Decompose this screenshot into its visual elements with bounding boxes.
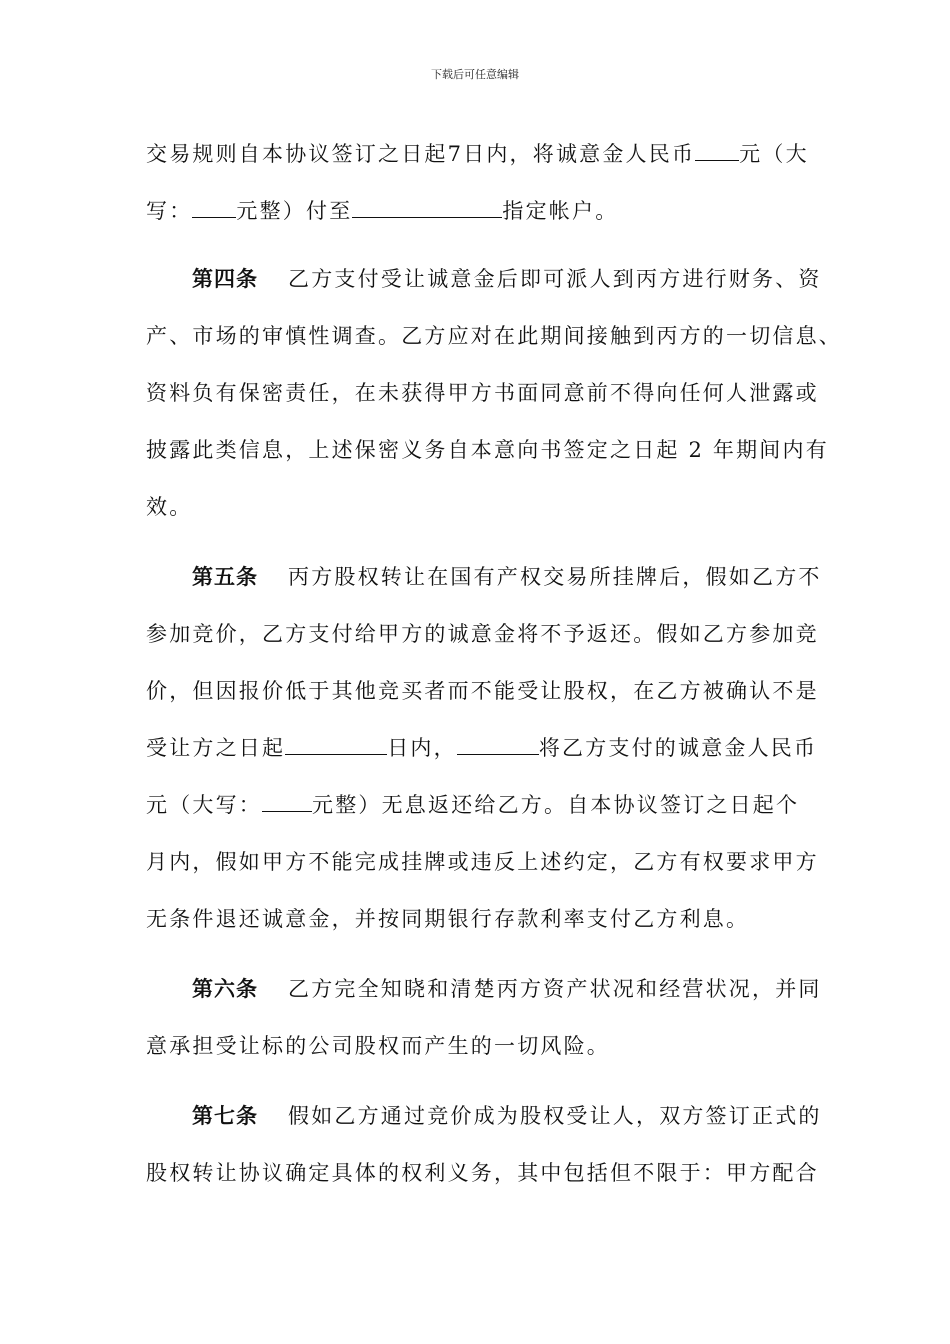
blank-field — [695, 142, 739, 161]
text-line: 披露此类信息，上述保密义务自本意向书签定之日起 2 年期间内有 — [146, 438, 829, 462]
blank-field — [457, 736, 539, 755]
text-line: 效。 — [146, 495, 193, 519]
article-7-line: 第七条 假如乙方通过竞价成为股权受让人，双方签订正式的 — [192, 1104, 822, 1128]
text-line: 写： 元整）付至 指定帐户。 — [146, 199, 619, 223]
article-4-title: 第四条 — [192, 267, 258, 291]
text-line: 股权转让协议确定具体的权利义务，其中包括但不限于：甲方配合 — [146, 1161, 819, 1185]
blank-field — [352, 199, 502, 218]
text-line: 月内，假如甲方不能完成挂牌或违反上述约定，乙方有权要求甲方 — [146, 850, 819, 874]
blank-field — [262, 793, 312, 812]
article-6-line: 第六条 乙方完全知晓和清楚丙方资产状况和经营状况，并同 — [192, 977, 822, 1001]
text-line: 元（大写： 元整）无息返还给乙方。自本协议签订之日起个 — [146, 793, 800, 817]
text-line: 资料负有保密责任，在未获得甲方书面同意前不得向任何人泄露或 — [146, 381, 819, 405]
text-line: 无条件退还诚意金，并按同期银行存款利率支付乙方利息。 — [146, 907, 750, 931]
article-5-title: 第五条 — [192, 565, 258, 589]
article-5-line: 第五条 丙方股权转让在国有产权交易所挂牌后，假如乙方不 — [192, 565, 822, 589]
text-line: 受让方之日起 日内， 将乙方支付的诚意金人民币 — [146, 736, 818, 760]
blank-field — [192, 199, 236, 218]
text-line: 产、市场的审慎性调查。乙方应对在此期间接触到丙方的一切信息、 — [146, 324, 842, 348]
text-line: 参加竞价，乙方支付给甲方的诚意金将不予返还。假如乙方参加竞 — [146, 622, 819, 646]
text-line: 意承担受让标的公司股权而产生的一切风险。 — [146, 1034, 610, 1058]
article-7-title: 第七条 — [192, 1104, 258, 1128]
article-4-line: 第四条 乙方支付受让诚意金后即可派人到丙方进行财务、资 — [192, 267, 822, 291]
article-6-title: 第六条 — [192, 977, 258, 1001]
page-header: 下载后可任意编辑 — [431, 68, 519, 81]
text-line: 价，但因报价低于其他竞买者而不能受让股权，在乙方被确认不是 — [146, 679, 819, 703]
blank-field — [285, 736, 387, 755]
text-line: 交易规则自本协议签订之日起7日内，将诚意金人民币 元（大 — [146, 142, 809, 166]
